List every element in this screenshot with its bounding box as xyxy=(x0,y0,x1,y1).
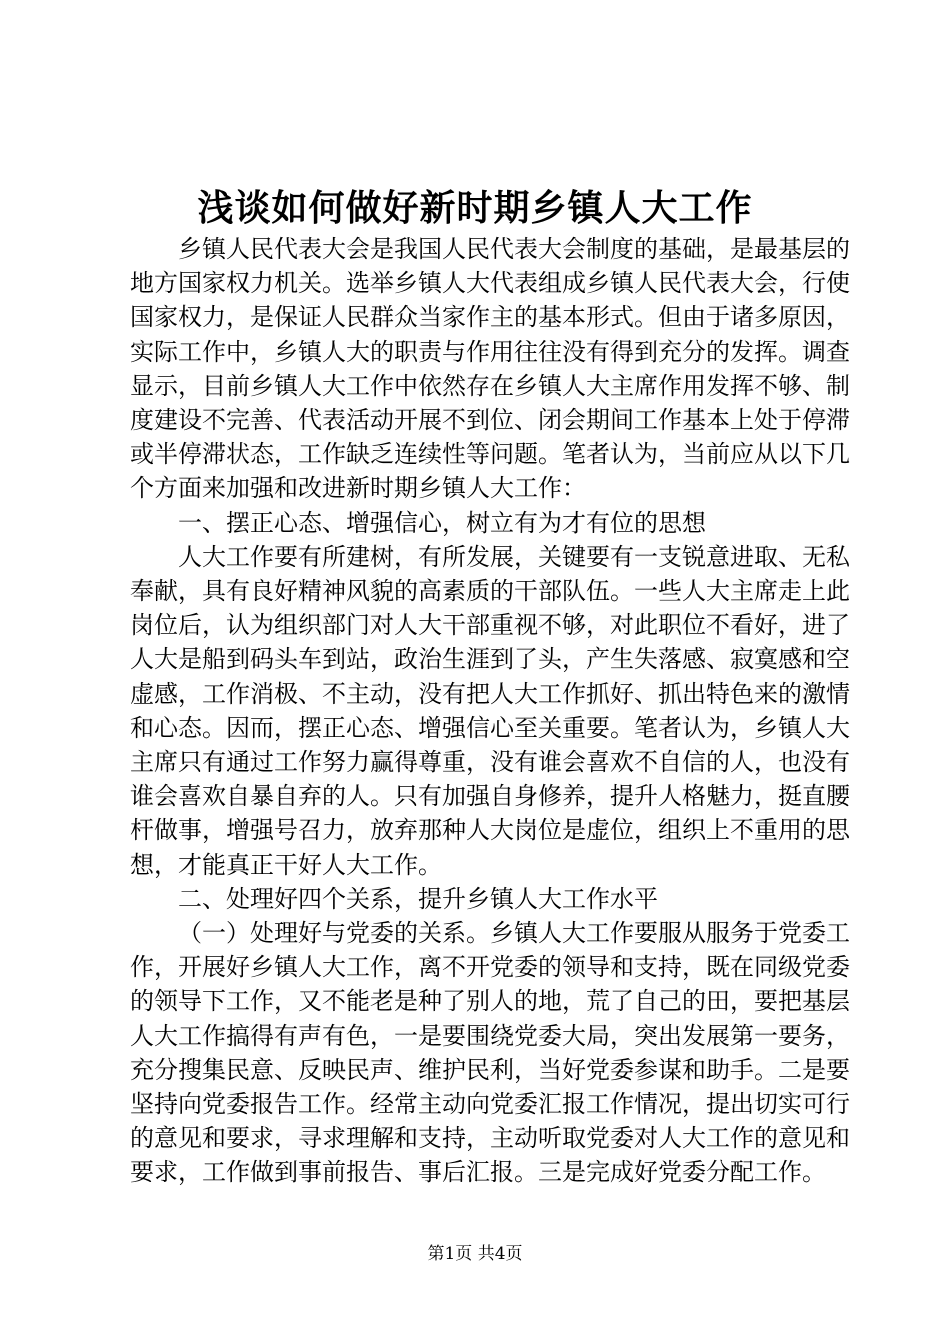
subsection-1-paragraph: （一）处理好与党委的关系。乡镇人大工作要服从服务于党委工作，开展好乡镇人大工作，离不开党委的领导和支持，既在同级党委的领导下工作，又不能老是种了别人的地，荒了自己的田，要把基层人大工作搞得有声有色，一是要围绕党委大局，突出发展第一要务，充分搜集民意、反映民声、维护民利，当好党委参谋和助手。二是要坚持向党委报告工作。经常主动向党委汇报工作情况，提出切实可行的意见和要求，寻求理解和支持，主动听取党委对人大工作的意见和要求，工作做到事前报告、事后汇报。三是完成好党委分配工作。 xyxy=(130,919,850,1187)
document-title: 浅谈如何做好新时期乡镇人大工作 xyxy=(197,187,753,229)
intro-paragraph: 乡镇人民代表大会是我国人民代表大会制度的基础，是最基层的地方国家权力机关。选举乡镇人大代表组成乡镇人民代表大会，行使国家权力，是保证人民群众当家作主的基本形式。但由于诸多原因，实际工作中，乡镇人大的职责与作用往往没有得到充分的发挥。调查显示，目前乡镇人大工作中依然存在乡镇人大主席作用发挥不够、制度建设不完善、代表活动开展不到位、闭会期间工作基本上处于停滞或半停滞状态，工作缺乏连续性等问题。笔者认为，当前应从以下几个方面来加强和改进新时期乡镇人大工作： xyxy=(130,235,850,503)
section-1-paragraph: 人大工作要有所建树，有所发展，关键要有一支锐意进取、无私奉献，具有良好精神风貌的高素质的干部队伍。一些人大主席走上此岗位后，认为组织部门对人大干部重视不够，对此职位不看好，进了人大是船到码头车到站，政治生涯到了头，产生失落感、寂寞感和空虚感，工作消极、不主动，没有把人大工作抓好、抓出特色来的激情和心态。因而，摆正心态、增强信心至关重要。笔者认为，乡镇人大主席只有通过工作努力赢得尊重，没有谁会喜欢不自信的人，也没有谁会喜欢自暴自弃的人。只有加强自身修养，提升人格魅力，挺直腰杆做事，增强号召力，放弃那种人大岗位是虚位，组织上不重用的思想，才能真正干好人大工作。 xyxy=(130,542,850,879)
section-heading-2: 二、处理好四个关系，提升乡镇人大工作水平 xyxy=(178,884,658,913)
document-body xyxy=(130,232,850,1190)
page-footer: 第1页 共4页 xyxy=(427,1244,523,1264)
section-heading-1: 一、摆正心态、增强信心，树立有为才有位的思想 xyxy=(178,508,706,537)
